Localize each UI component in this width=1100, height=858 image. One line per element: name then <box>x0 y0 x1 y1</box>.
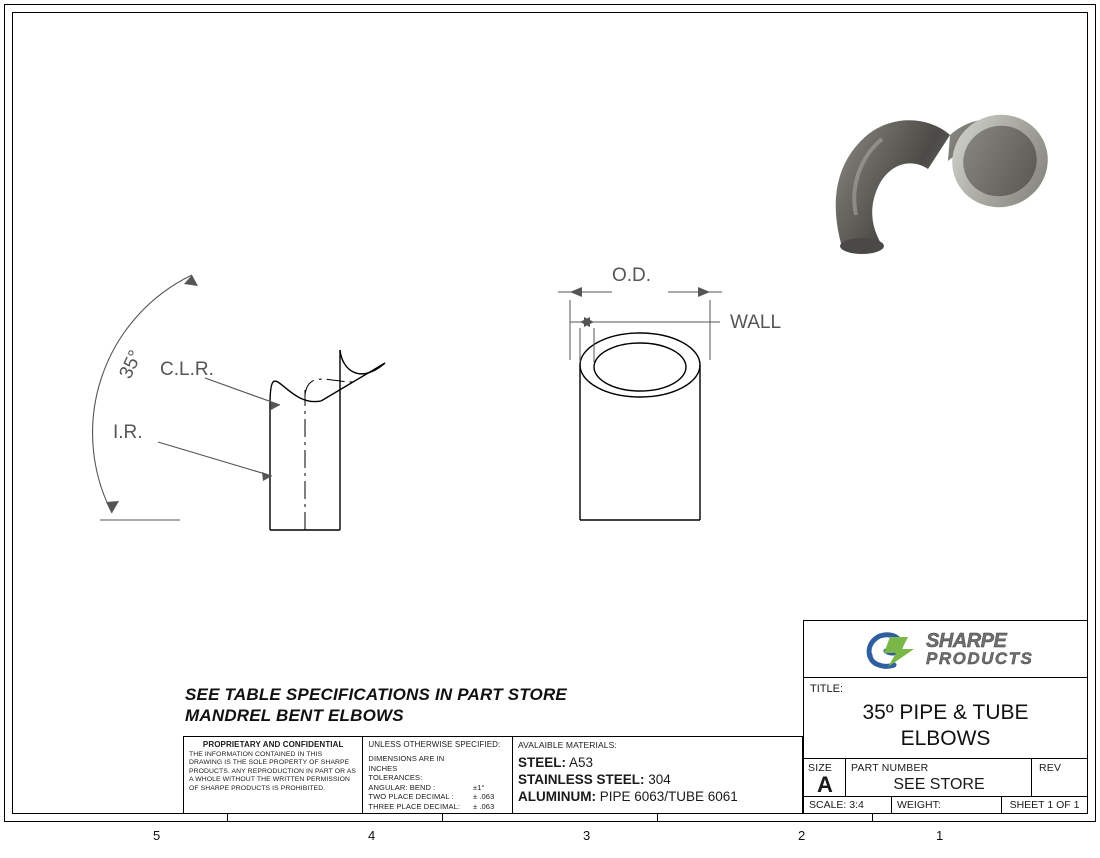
logo-wordmark <box>926 632 1033 668</box>
tolerance-row <box>368 802 507 812</box>
tolerance-row <box>368 773 507 783</box>
svg-text:35°: 35° <box>115 347 147 383</box>
size-cell <box>804 759 846 796</box>
notes-line-1: SEE TABLE SPECIFICATIONS IN PART STORE <box>185 685 567 704</box>
logo-row <box>804 621 1087 678</box>
tolerance-label: DIMENSIONS ARE IN INCHES <box>368 754 445 773</box>
title-block <box>803 620 1088 814</box>
zone-tick <box>442 814 443 822</box>
tolerance-row <box>368 754 507 773</box>
material-name: ALUMINUM: <box>517 789 596 804</box>
tolerance-value: ±1° <box>472 782 485 792</box>
rev-cell <box>1032 759 1087 796</box>
tolerances-column <box>363 737 513 813</box>
title-line-1: 35º PIPE & TUBE <box>862 701 1029 724</box>
logo-line-1: SHARPE <box>926 630 1007 652</box>
tolerance-row <box>368 792 507 802</box>
size-value: A <box>817 772 833 797</box>
zone-labels <box>12 828 1088 852</box>
title-line-2: ELBOWS <box>900 727 991 750</box>
rev-label: REV <box>1039 762 1062 774</box>
material-row <box>518 754 797 771</box>
title-row <box>804 678 1087 759</box>
title-label: TITLE: <box>810 683 844 695</box>
tolerance-label: THREE PLACE DECIMAL: <box>368 801 461 811</box>
sheet-label: SHEET 1 OF 1 <box>1009 799 1080 811</box>
notes-line-2: MANDREL BENT ELBOWS <box>185 706 404 725</box>
material-row <box>518 788 797 805</box>
svg-text:O.D.: O.D. <box>612 265 652 286</box>
tolerance-value: ± .063 <box>472 792 495 802</box>
zone-number-1: 1 <box>936 828 944 843</box>
proprietary-title: PROPRIETARY AND CONFIDENTIAL <box>202 740 344 749</box>
part-number-label: PART NUMBER <box>851 762 929 774</box>
zone-tick <box>657 814 658 822</box>
material-name: STAINLESS STEEL: <box>517 772 645 787</box>
tolerance-label: TWO PLACE DECIMAL : <box>368 792 454 802</box>
part-number-cell <box>846 759 1032 796</box>
tolerance-row <box>368 783 507 793</box>
tolerance-value: ± .063 <box>472 801 495 811</box>
sharpe-products-logo <box>864 627 1079 673</box>
title-block-footer <box>804 797 1087 813</box>
material-name: STEEL: <box>517 755 566 770</box>
zone-number-2: 2 <box>798 828 806 843</box>
cross-section-view <box>540 250 860 550</box>
material-value: PIPE 6063/TUBE 6061 <box>599 789 738 804</box>
material-row <box>518 771 797 788</box>
zone-number-3: 3 <box>583 828 591 843</box>
logo-line-2: PRODUCTS <box>926 649 1034 668</box>
proprietary-body: THE INFORMATION CONTAINED IN THIS DRAWING IS THE SOLE PROPERTY OF SHARPE PRODUCTS. ANY REPRODUCTION IN PART OR AS A WHOLE WITHOUT THE WRITTEN PERMISSION OF SHARPE PRODUCTS IS PROHIBITED. <box>189 751 357 792</box>
tolerance-value <box>473 773 507 783</box>
specification-block <box>183 736 803 814</box>
zone-tick <box>227 814 228 822</box>
isometric-elbow-render <box>820 95 1080 255</box>
tolerance-label: TOLERANCES: <box>368 773 423 783</box>
zone-number-5: 5 <box>153 828 161 843</box>
materials-title: AVALAIBLE MATERIALS: <box>517 740 617 750</box>
part-number-row <box>804 759 1087 797</box>
weight-label: WEIGHT: <box>892 797 1002 813</box>
unless-title: UNLESS OTHERWISE SPECIFIED: <box>368 740 501 749</box>
drawing-notes <box>185 684 567 726</box>
svg-text:I.R.: I.R. <box>113 422 143 443</box>
tolerance-label: ANGULAR: BEND : <box>368 782 436 792</box>
material-value: A53 <box>568 755 594 770</box>
proprietary-column <box>184 737 363 813</box>
zone-number-4: 4 <box>368 828 376 843</box>
materials-column <box>513 737 802 813</box>
svg-text:WALL: WALL <box>730 312 782 333</box>
tolerance-value <box>473 754 507 773</box>
size-label: SIZE <box>808 762 833 774</box>
title-text <box>804 700 1087 752</box>
scale-value: SCALE: 3:4 <box>804 797 892 813</box>
svg-text:C.L.R.: C.L.R. <box>160 359 214 380</box>
zone-tick <box>872 814 873 822</box>
part-number-value: SEE STORE <box>893 776 985 793</box>
material-value: 304 <box>648 772 671 787</box>
elbow-dimension-view <box>80 230 500 550</box>
